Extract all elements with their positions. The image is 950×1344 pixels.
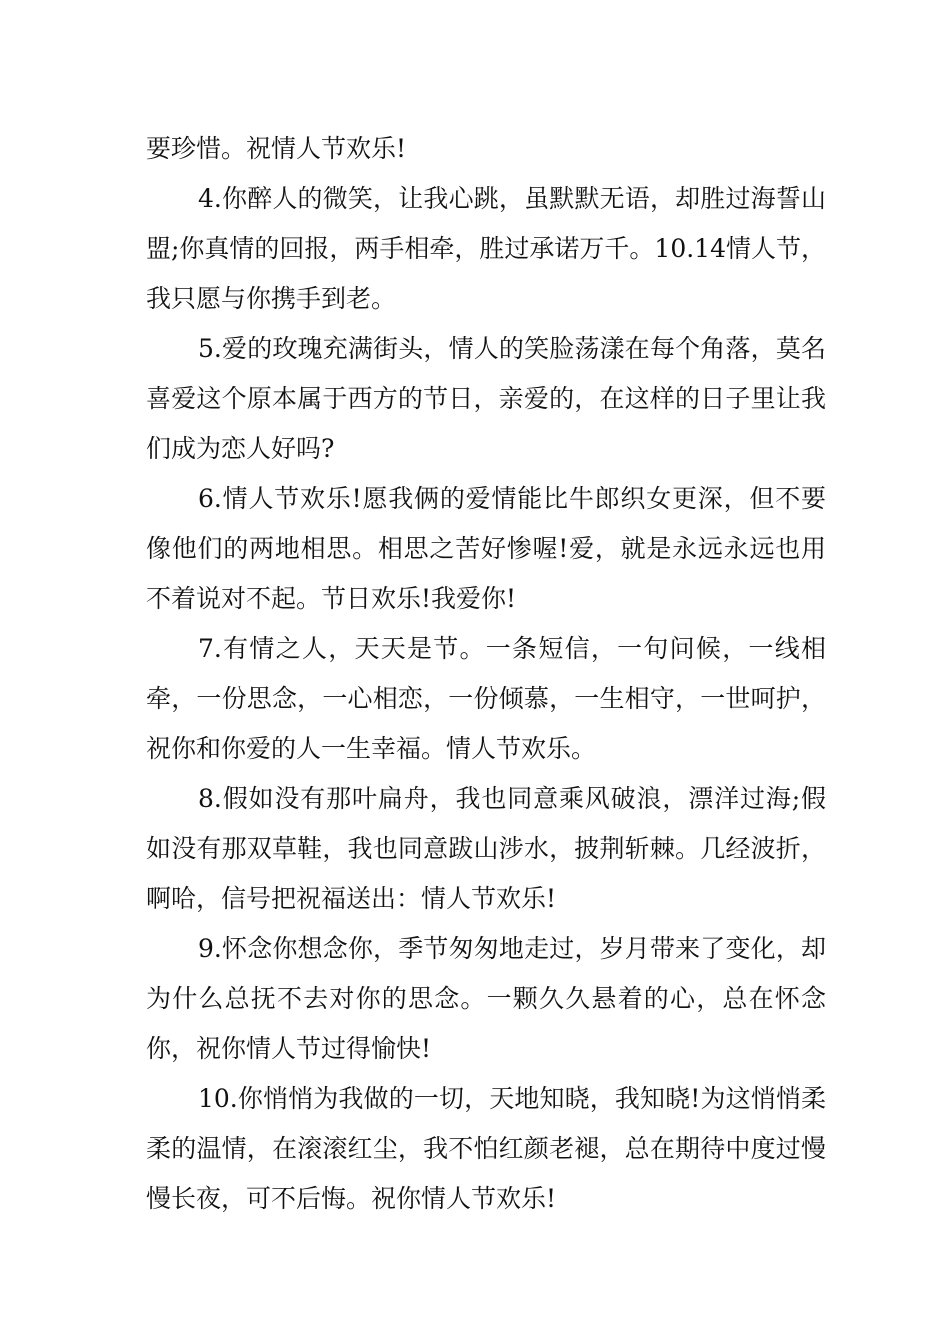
paragraph-item-7: 7.有情之人，天天是节。一条短信，一句问候，一线相牵，一份思念，一心相恋，一份倾慕，一生相守，一世呵护，祝你和你爱的人一生幸福。情人节欢乐。: [146, 634, 826, 763]
paragraph-item-6: 6.情人节欢乐!愿我俩的爱情能比牛郎织女更深，但不要像他们的两地相思。相思之苦好惨喔!爱，就是永远永远也用不着说对不起。节日欢乐!我爱你!: [146, 484, 826, 613]
paragraph-continuation: 要珍惜。祝情人节欢乐!: [146, 134, 407, 163]
paragraph-item-10: 10.你悄悄为我做的一切，天地知晓，我知晓!为这悄悄柔柔的温情，在滚滚红尘，我不怕红颜老褪，总在期待中度过慢慢长夜，可不后悔。祝你情人节欢乐!: [146, 1084, 826, 1213]
paragraph-item-5: 5.爱的玫瑰充满街头，情人的笑脸荡漾在每个角落，莫名喜爱这个原本属于西方的节日，亲爱的，在这样的日子里让我们成为恋人好吗?: [146, 334, 826, 463]
paragraph-item-8: 8.假如没有那叶扁舟，我也同意乘风破浪，漂洋过海;假如没有那双草鞋，我也同意跋山涉水，披荆斩棘。几经波折，啊哈，信号把祝福送出：情人节欢乐!: [146, 784, 826, 913]
paragraph-item-4: 4.你醉人的微笑，让我心跳，虽默默无语，却胜过海誓山盟;你真情的回报，两手相牵，胜过承诺万千。10.14情人节，我只愿与你携手到老。: [146, 184, 826, 313]
paragraph-item-9: 9.怀念你想念你，季节匆匆地走过，岁月带来了变化，却为什么总抚不去对你的思念。一颗久久悬着的心，总在怀念你，祝你情人节过得愉快!: [146, 934, 826, 1063]
document-body: [146, 124, 826, 1224]
